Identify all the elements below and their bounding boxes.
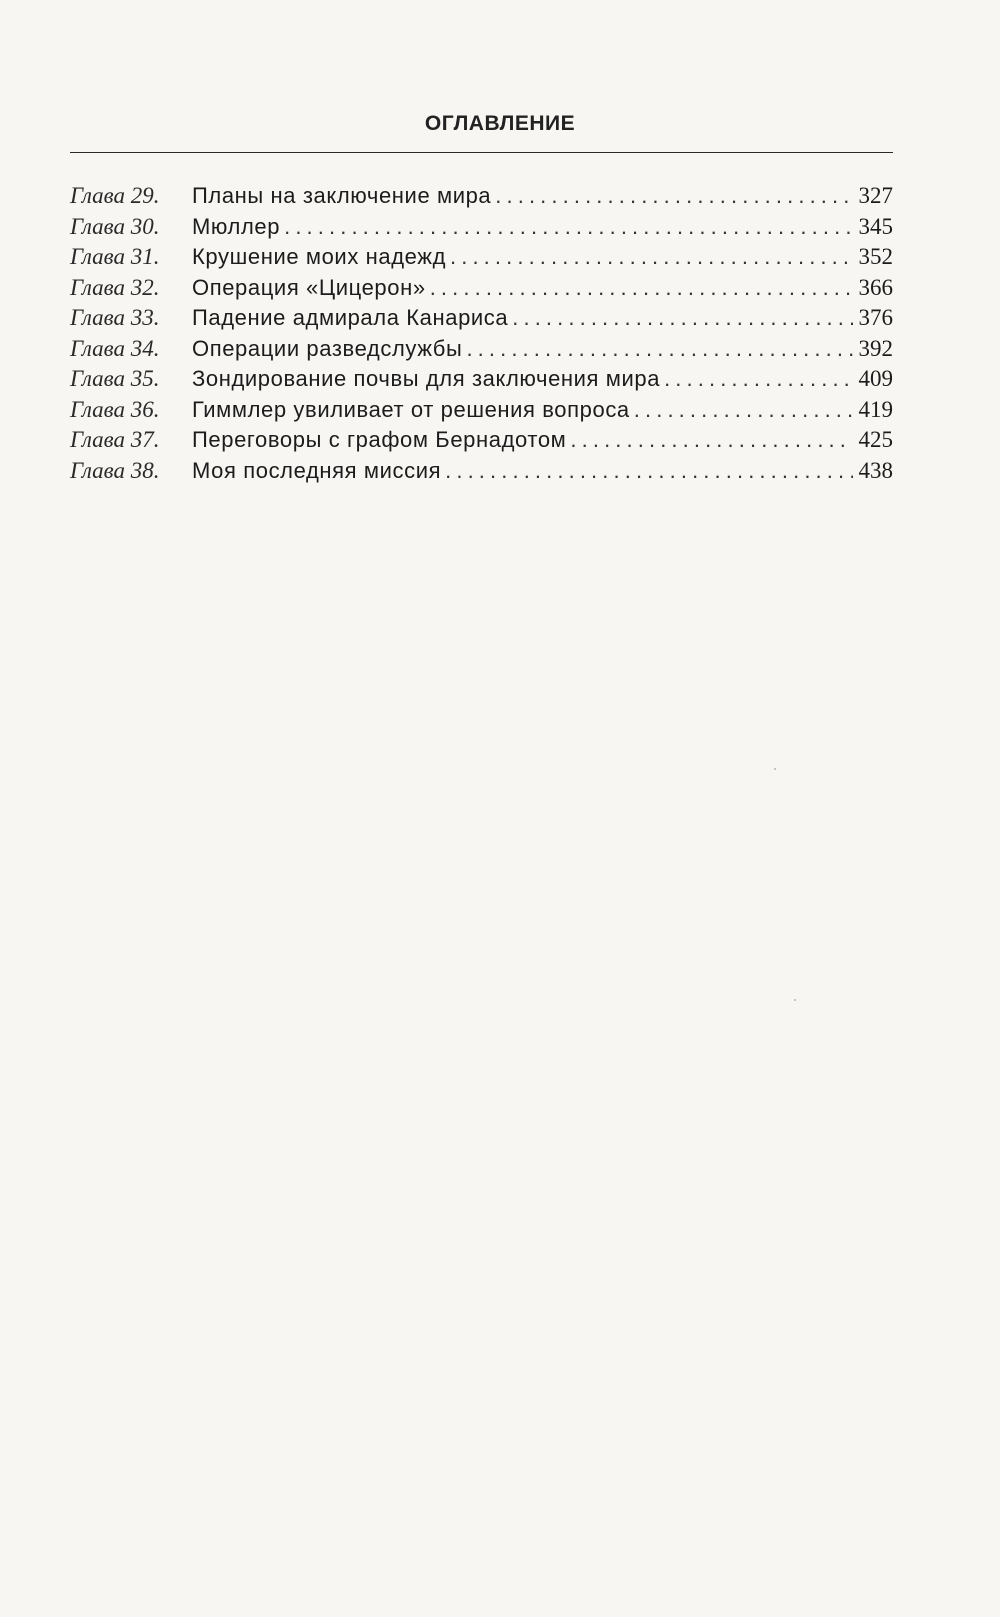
running-head-title: ОГЛАВЛЕНИЕ — [424, 112, 576, 135]
chapter-label: Глава 33. — [70, 305, 160, 330]
dot-leader — [445, 458, 852, 484]
page-number: 327 — [858, 183, 893, 208]
dot-leader — [450, 244, 853, 270]
toc-entry-36[interactable] — [70, 397, 893, 428]
chapter-label: Глава 38. — [70, 457, 160, 483]
toc-entry-34[interactable] — [70, 336, 893, 367]
chapter-title: Операции разведслужбы — [192, 335, 463, 361]
chapter-title: Переговоры с графом Бернадотом — [192, 427, 567, 452]
dot-leader — [512, 305, 852, 331]
chapter-label: Глава 29. — [70, 183, 160, 208]
toc-entry-37[interactable] — [70, 427, 893, 458]
dot-leader — [430, 275, 853, 301]
page-number: 345 — [858, 213, 893, 239]
toc-entry-35[interactable] — [70, 366, 893, 397]
page-number: 376 — [858, 305, 893, 330]
page-number: 352 — [858, 244, 893, 269]
chapter-title: Крушение моих надежд — [192, 244, 446, 269]
dot-leader — [664, 366, 852, 392]
dot-leader — [466, 336, 852, 362]
chapter-label: Глава 36. — [70, 396, 160, 422]
page-number: 409 — [858, 366, 893, 391]
table-of-contents — [70, 183, 893, 488]
chapter-label: Глава 32. — [70, 274, 160, 300]
header-rule — [70, 152, 893, 153]
chapter-label: Глава 34. — [70, 335, 160, 361]
chapter-label: Глава 30. — [70, 213, 160, 239]
dot-leader — [634, 397, 853, 423]
toc-entry-38[interactable] — [70, 458, 893, 489]
chapter-title: Моя последняя миссия — [192, 457, 442, 483]
paper-speck — [774, 768, 776, 770]
dot-leader — [570, 427, 852, 453]
dot-leader — [495, 183, 852, 209]
chapter-title: Зондирование почвы для заключения мира — [192, 366, 661, 391]
page-number: 366 — [858, 274, 893, 300]
chapter-title: Падение адмирала Канариса — [192, 305, 509, 330]
page-number: 438 — [858, 457, 893, 483]
chapter-label: Глава 37. — [70, 427, 160, 452]
page-number: 425 — [858, 427, 893, 452]
chapter-title: Операция «Цицерон» — [192, 274, 426, 300]
chapter-title: Планы на заключение мира — [192, 183, 492, 208]
chapter-label: Глава 35. — [70, 366, 160, 391]
toc-entry-31[interactable] — [70, 244, 893, 275]
chapter-title: Мюллер — [192, 213, 281, 239]
chapter-title: Гиммлер увиливает от решения вопроса — [192, 396, 630, 422]
toc-entry-29[interactable] — [70, 183, 893, 214]
chapter-label: Глава 31. — [70, 244, 160, 269]
paper-speck — [794, 999, 796, 1001]
page-number: 419 — [858, 396, 893, 422]
page-number: 392 — [858, 335, 893, 361]
toc-entry-33[interactable] — [70, 305, 893, 336]
dot-leader — [284, 214, 852, 240]
toc-entry-32[interactable] — [70, 275, 893, 306]
toc-entry-30[interactable] — [70, 214, 893, 245]
